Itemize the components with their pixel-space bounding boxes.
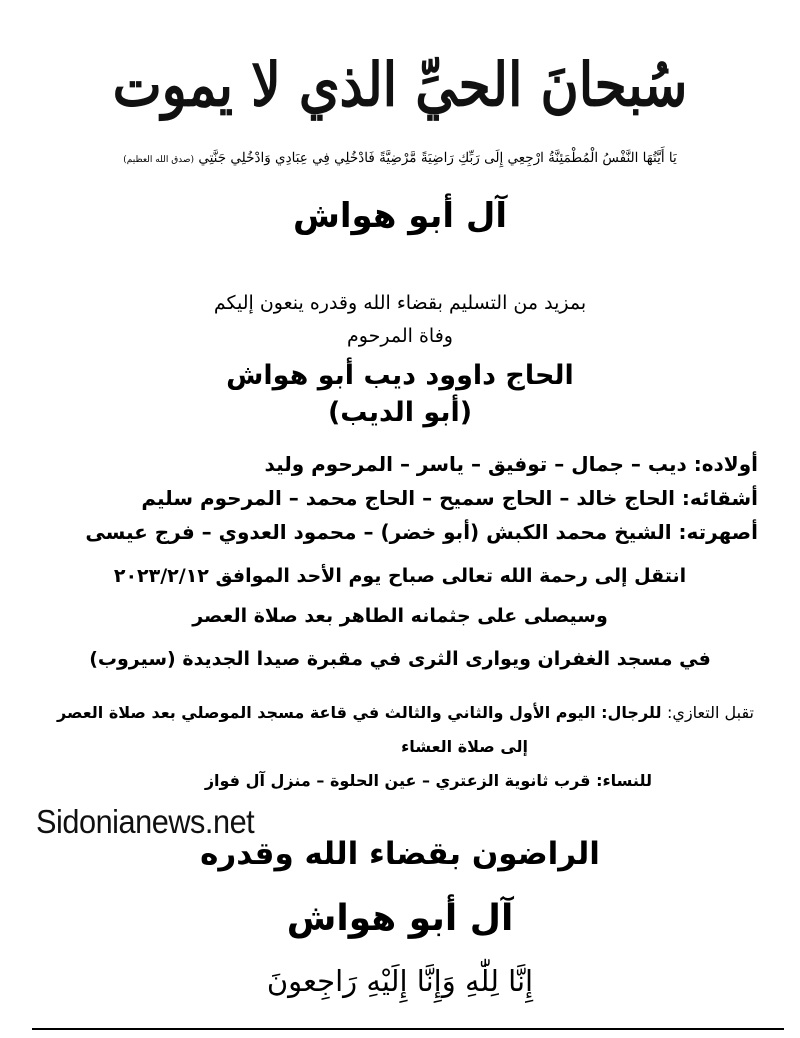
verse-text: يَا أَيَّتُهَا النَّفْسُ الْمُطْمَئِنَّةُ ارْجِعِي إِلَى رَبِّكِ رَاضِيَةً مَّرْضِيَّةً فَادْخُلِي فِي عِبَادِي وَادْخُلِي جَنَّتِي [198,150,677,166]
site-watermark: Sidonianews.net [36,803,255,840]
death-date-line: انتقل إلى رحمة الله تعالى صباح يوم الأحد الموافق ٢٠٢٣/٢/١٢ [113,565,687,587]
announcement-intro: بمزيد من التسليم بقضاء الله وقدره ينعون إليكم [213,292,587,314]
condolences-women: للنساء: قرب ثانوية الزعتري – عين الحلوة – منزل آل فواز [204,771,652,790]
condolences-label: تقبل التعازي: [667,703,754,722]
quran-verse [0,150,800,166]
deceased-name: الحاج داوود ديب أبو هواش [226,360,574,391]
condolences-men [57,703,754,722]
brothers-line: أشقائه: الحاج خالد – الحاج سميح – الحاج محمد – المرحوم سليم [141,486,758,510]
condolences-men-text: للرجال: اليوم الأول والثاني والثالث في قاعة مسجد الموصلي بعد صلاة العصر [57,703,662,722]
deceased-nickname: (أبو الديب) [327,397,473,428]
closing-line: الراضون بقضاء الله وقدره [200,836,600,872]
burial-line: في مسجد الغفران ويوارى الثرى في مقبرة صيدا الجديدة (سيروب) [89,648,711,670]
verse-source: (صدق الله العظيم) [123,155,195,165]
bottom-divider [32,1028,784,1030]
family-name-top: آل أبو هواش [292,196,508,236]
funeral-prayer-line: وسيصلى على جثمانه الطاهر بعد صلاة العصر [192,605,608,627]
closing-verse: إِنَّا لِلّٰهِ وَإِنَّا إِلَيْهِ رَاجِعونَ [266,964,534,998]
family-name-bottom: آل أبو هواش [286,898,514,939]
sons-line: أولاده: ديب – جمال – توفيق – ياسر – المرحوم وليد [264,452,758,476]
calligraphy-header: سُبحانَ الحيِّ الذي لا يموت [112,50,688,121]
announcement-death-of: وفاة المرحوم [347,325,453,347]
in-laws-line: أصهرته: الشيخ محمد الكبش (أبو خضر) – محمود العدوي – فرج عيسى [85,520,758,544]
condolences-men-continued: إلى صلاة العشاء [401,737,528,756]
